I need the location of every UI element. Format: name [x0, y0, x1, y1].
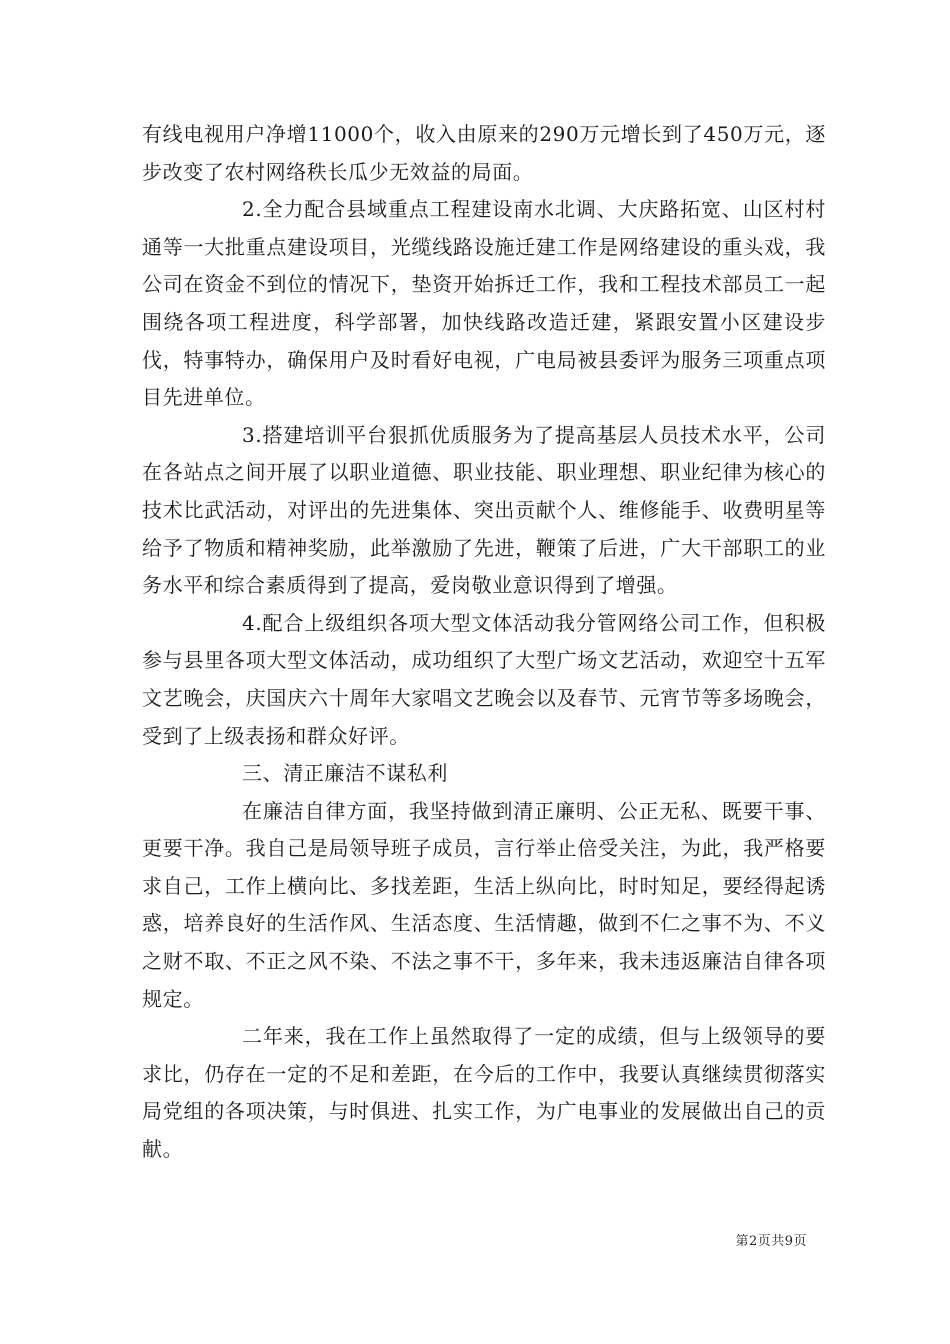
paragraph-continuation: 有线电视用户净增11000个，收入由原来的290万元增长到了450万元，逐步改变了农村网络秩长瓜少无效益的局面。	[142, 122, 826, 184]
page-number: 第2页共9页	[735, 1234, 807, 1249]
paragraph-item-2: 2.全力配合县域重点工程建设南水北调、大庆路拓宽、山区村村通等一大批重点建设项目，光缆线路设施迁建工作是网络建设的重头戏，我公司在资金不到位的情况下，垫资开始拆迁工作，我和工程技术部员工一起围绕各项工程进度，科学部署，加快线路改造迁建，紧跟安置小区建设步伐，特事特办，确保用户及时看好电视，广电局被县委评为服务三项重点项目先进单位。	[142, 197, 826, 410]
paragraph-conclusion: 二年来，我在工作上虽然取得了一定的成绩，但与上级领导的要求比，仍存在一定的不足和差距，在今后的工作中，我要认真继续贯彻落实局党组的各项决策，与时俱进、扎实工作，为广电事业的发展做出自己的贡献。	[142, 1024, 826, 1162]
paragraph-item-3: 3.搭建培训平台狠抓优质服务为了提高基层人员技术水平，公司在各站点之间开展了以职业道德、职业技能、职业理想、职业纪律为核心的技术比武活动，对评出的先进集体、突出贡献个人、维修能手、收费明星等给予了物质和精神奖励，此举激励了先进，鞭策了后进，广大干部职工的业务水平和综合素质得到了提高，爱岗敬业意识得到了增强。	[142, 422, 826, 598]
section-heading: 三、清正廉洁不谋私利	[242, 761, 448, 786]
paragraph-integrity: 在廉洁自律方面，我坚持做到清正廉明、公正无私、既要干事、更要干净。我自己是局领导班子成员，言行举止倍受关注，为此，我严格要求自己，工作上横向比、多找差距，生活上纵向比，时时知足，要经得起诱惑，培养良好的生活作风、生活态度、生活情趣，做到不仁之事不为、不义之财不取、不正之风不染、不法之事不干，多年来，我未违返廉洁自律各项规定。	[142, 798, 826, 1011]
document-body	[142, 116, 826, 1169]
paragraph-item-4: 4.配合上级组织各项大型文体活动我分管网络公司工作，但积极参与县里各项大型文体活动，成功组织了大型广场文艺活动，欢迎空十五军文艺晚会，庆国庆六十周年大家唱文艺晚会以及春节、元宵节等多场晚会，受到了上级表扬和群众好评。	[142, 610, 826, 748]
